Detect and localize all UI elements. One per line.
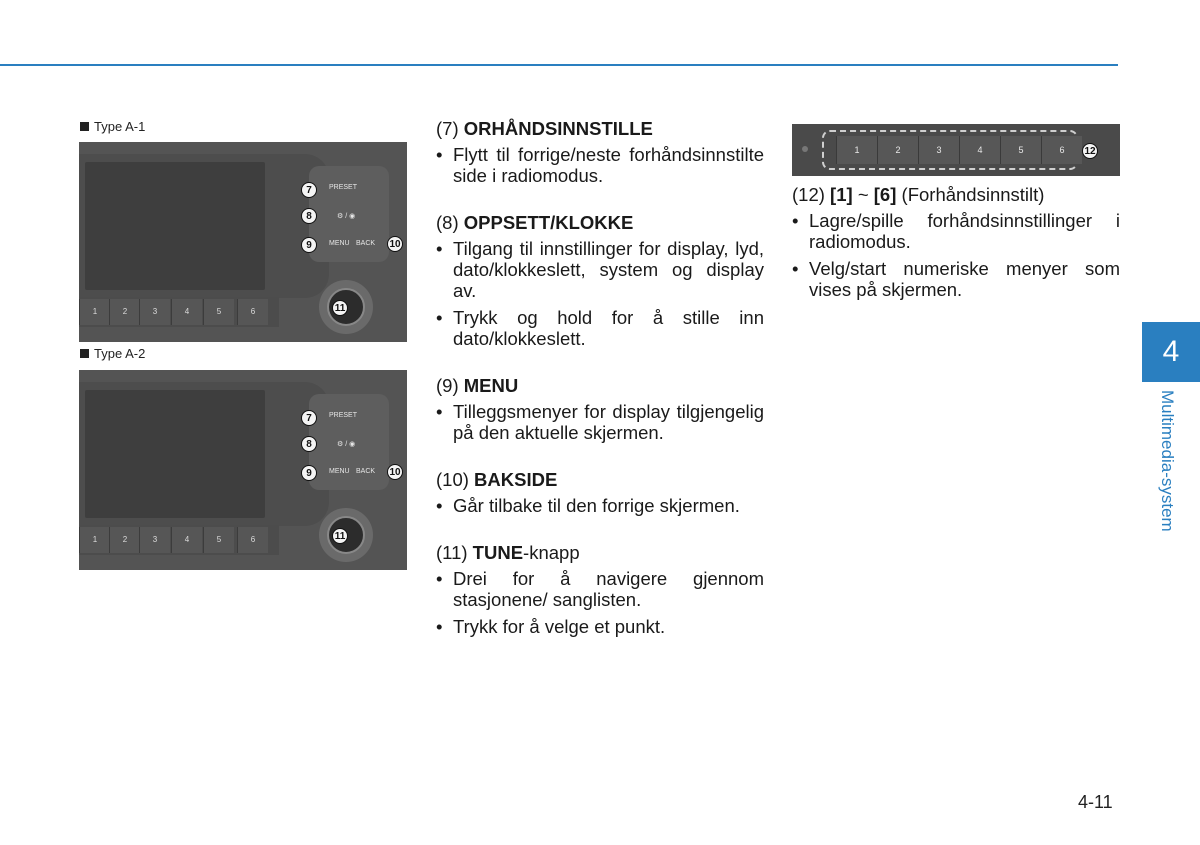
setup-clock-icon: ⚙ / ◉	[337, 441, 356, 448]
preset-key: 4	[171, 299, 202, 325]
chapter-title: Multimedia-system	[1158, 390, 1177, 532]
callout-8: 8	[301, 208, 317, 224]
preset-key: 2	[109, 299, 140, 325]
bullet-item: • Drei for å navigere gjennom stasjonene/ sanglisten.	[436, 568, 764, 610]
section-title-8: (8) OPPSETT/KLOKKE	[436, 212, 634, 233]
bullet-item: • Tilleggsmenyer for display tilgjengelig på den aktuelle skjermen.	[436, 401, 764, 443]
display-screen	[85, 162, 265, 290]
preset-key: 4	[171, 527, 202, 553]
callout-8: 8	[301, 436, 317, 452]
figure-type-a1	[79, 142, 407, 342]
figure-label-a2: Type A-2	[80, 346, 145, 361]
preset-strip-figure	[792, 124, 1120, 176]
setup-clock-icon: ⚙ / ◉	[337, 213, 356, 220]
back-label: BACK	[356, 468, 376, 475]
callout-9: 9	[301, 237, 317, 253]
back-label: BACK	[356, 240, 376, 247]
middle-column	[436, 118, 764, 643]
bullet-item: • Trykk for å velge et punkt.	[436, 616, 764, 637]
square-bullet-icon	[80, 122, 89, 131]
figure-type-a2	[79, 370, 407, 570]
callout-7: 7	[301, 410, 317, 426]
preset-key: 6	[237, 299, 268, 325]
preset-key: 2	[109, 527, 140, 553]
section-title-7: (7) ORHÅNDSINNSTILLE	[436, 118, 653, 139]
figure-label-a1: Type A-1	[80, 119, 145, 134]
bullet-item: • Trykk og hold for å stille inn dato/klokkeslett.	[436, 307, 764, 349]
bullet-item: • Tilgang til innstillinger for display, lyd, dato/klokkeslett, system og display av.	[436, 238, 764, 301]
bullet-item: • Velg/start numeriske menyer som vises på skjermen.	[792, 258, 1120, 300]
callout-10: 10	[387, 464, 403, 480]
preset-key: 5	[1000, 136, 1041, 164]
page-number: 4-11	[1078, 792, 1113, 812]
section-title-12: (12) [1] ~ [6] (Forhåndsinnstilt)	[792, 184, 1045, 205]
preset-label: PRESET	[329, 184, 358, 191]
preset-key: 1	[79, 527, 110, 553]
section-title-11: (11) TUNE-knapp	[436, 542, 580, 563]
chapter-tab: 4	[1142, 322, 1200, 382]
preset-key: 4	[959, 136, 1000, 164]
right-column	[792, 184, 1120, 306]
bullet-item: • Lagre/spille forhåndsinnstillinger i radiomodus.	[792, 210, 1120, 252]
preset-key: 1	[79, 299, 110, 325]
preset-key: 5	[203, 527, 234, 553]
menu-label: MENU	[329, 468, 350, 475]
preset-label: PRESET	[329, 412, 358, 419]
callout-12: 12	[1082, 143, 1098, 159]
callout-9: 9	[301, 465, 317, 481]
callout-11: 11	[332, 528, 348, 544]
preset-key: 3	[139, 299, 170, 325]
callout-11: 11	[332, 300, 348, 316]
section-title-9: (9) MENU	[436, 375, 519, 396]
square-bullet-icon	[80, 349, 89, 358]
preset-key: 3	[139, 527, 170, 553]
section-title-10: (10) BAKSIDE	[436, 469, 558, 490]
bullet-item: • Går tilbake til den forrige skjermen.	[436, 495, 764, 516]
callout-10: 10	[387, 236, 403, 252]
preset-key: 3	[918, 136, 959, 164]
bullet-item: • Flytt til forrige/neste forhåndsinnstilte side i radiomodus.	[436, 144, 764, 186]
preset-key: 6	[1041, 136, 1082, 164]
menu-label: MENU	[329, 240, 350, 247]
preset-key: 2	[877, 136, 918, 164]
preset-key: 6	[237, 527, 268, 553]
callout-7: 7	[301, 182, 317, 198]
preset-key: 1	[836, 136, 877, 164]
preset-key: 5	[203, 299, 234, 325]
display-screen	[85, 390, 265, 518]
header-rule	[0, 64, 1118, 66]
